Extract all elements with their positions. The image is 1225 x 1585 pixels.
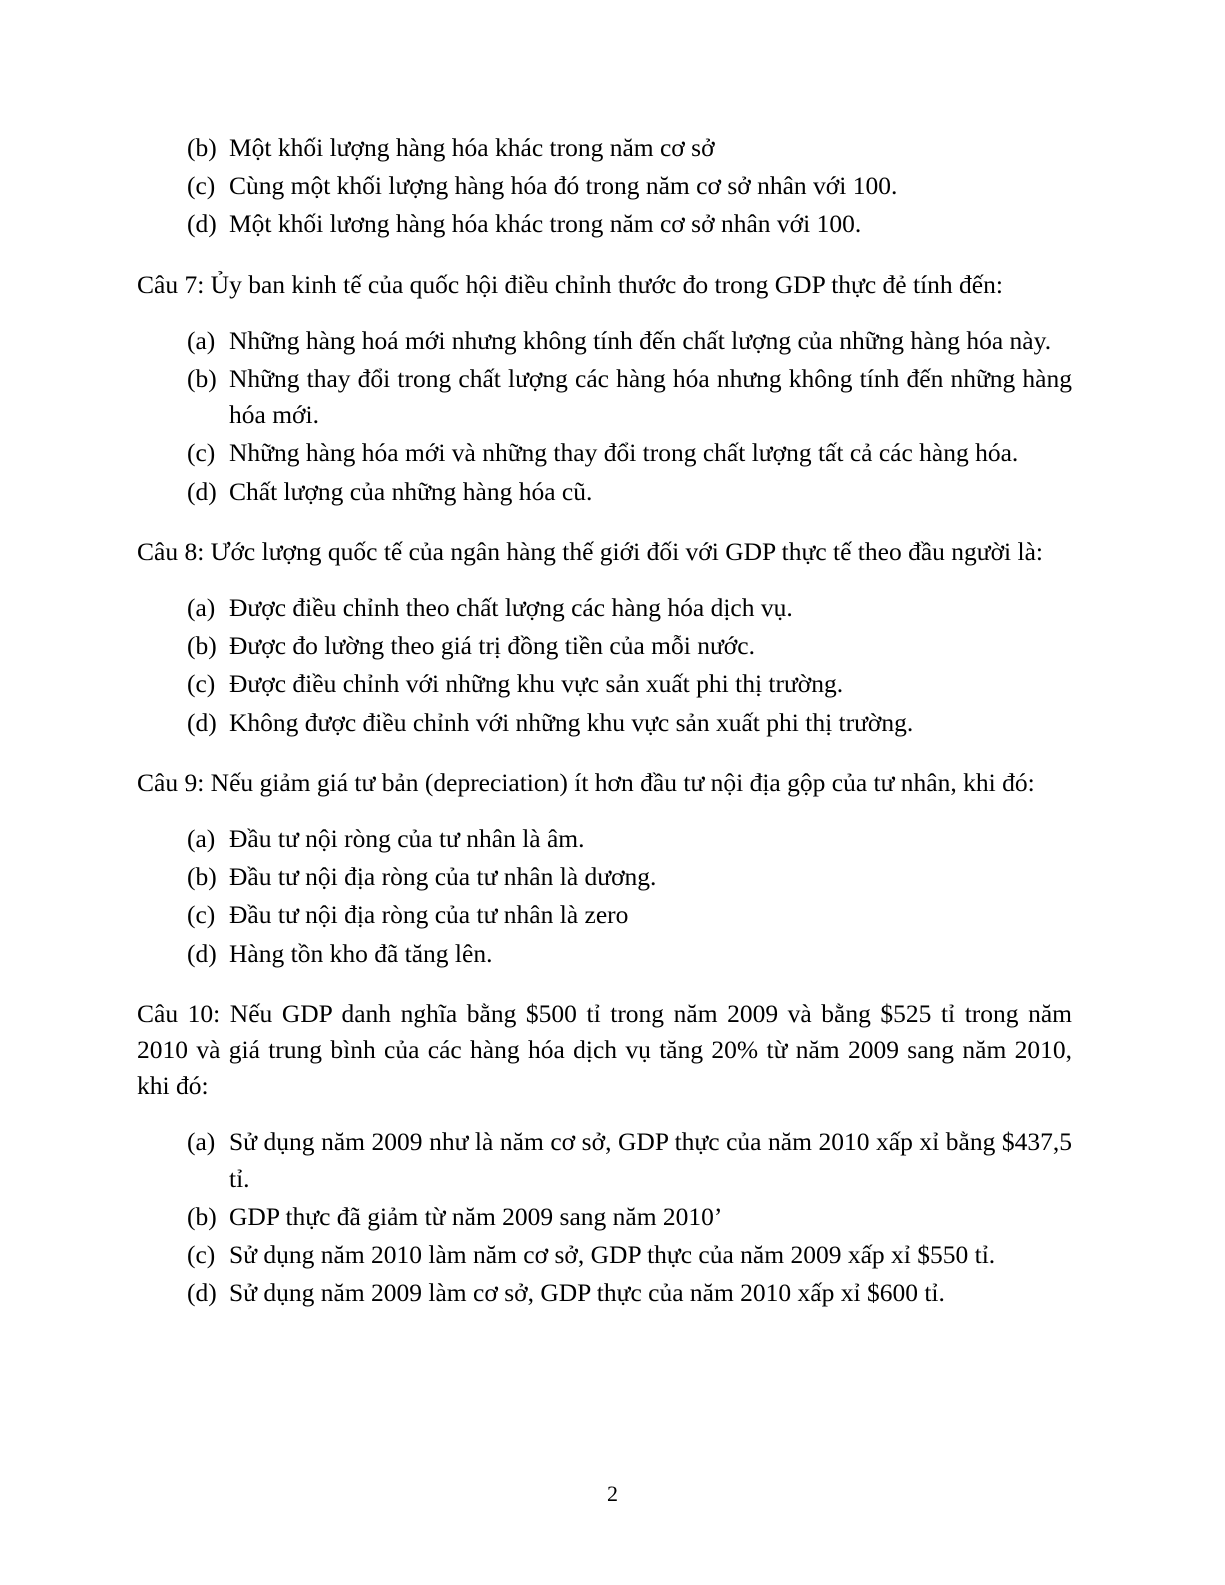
spacer	[137, 512, 1072, 534]
option-list-q6	[137, 130, 1072, 243]
list-item	[187, 206, 1072, 242]
spacer	[137, 743, 1072, 765]
list-item	[187, 1199, 1072, 1235]
option-text: Sử dụng năm 2009 như là năm cơ sở, GDP thực của năm 2010 xấp xỉ bằng $437,5 tỉ.	[229, 1127, 1072, 1193]
option-marker: (a)	[187, 824, 216, 854]
list-item	[187, 1124, 1072, 1196]
option-marker: (b)	[187, 1201, 217, 1231]
spacer	[137, 1110, 1072, 1124]
option-marker: (a)	[187, 593, 216, 623]
option-marker: (b)	[187, 133, 217, 162]
list-item	[187, 1275, 1072, 1311]
spacer	[137, 309, 1072, 323]
spacer	[137, 245, 1072, 267]
option-text: Đầu tư nội địa ròng của tư nhân là dương.	[229, 862, 657, 892]
option-text: Được điều chỉnh theo chất lượng các hàng hóa dịch vụ.	[229, 593, 793, 623]
list-item	[187, 130, 1072, 166]
spacer	[137, 807, 1072, 821]
option-text: Một khối lượng hàng hóa khác trong năm cơ sở	[229, 133, 715, 162]
question-stem-10: Câu 10: Nếu GDP danh nghĩa bằng $500 tỉ trong năm 2009 và bằng $525 tỉ trong năm 2010 và giá trung bình của các hàng hóa dịch vụ tăng 20% từ năm 2009 sang năm 2010, khi đó:	[137, 998, 1072, 1101]
list-item	[187, 435, 1072, 471]
option-list-q9	[137, 821, 1072, 972]
option-list-q8	[137, 590, 1072, 741]
option-list-q10	[137, 1124, 1072, 1311]
list-item	[187, 936, 1072, 972]
option-marker: (d)	[187, 938, 217, 968]
spacer	[137, 576, 1072, 590]
option-marker: (d)	[187, 209, 217, 239]
option-text: Được điều chỉnh với những khu vực sản xuất phi thị trường.	[229, 669, 844, 699]
list-item	[187, 590, 1072, 626]
question-stem-8: Câu 8: Ước lượng quốc tế của ngân hàng thế giới đối với GDP thực tế theo đầu người là:	[137, 536, 1044, 566]
option-text: Không được điều chỉnh với những khu vực sản xuất phi thị trường.	[229, 707, 914, 737]
option-text: Đầu tư nội ròng của tư nhân là âm.	[229, 824, 585, 854]
option-marker: (c)	[187, 171, 216, 201]
list-item	[187, 821, 1072, 857]
option-text: Sử dụng năm 2009 làm cơ sở, GDP thực của năm 2010 xấp xỉ $600 tỉ.	[229, 1278, 945, 1308]
option-marker: (a)	[187, 325, 216, 355]
option-text: Hàng tồn kho đã tăng lên.	[229, 938, 493, 968]
option-text: Sử dụng năm 2010 làm năm cơ sở, GDP thực của năm 2009 xấp xỉ $550 tỉ.	[229, 1240, 996, 1270]
option-marker: (b)	[187, 631, 217, 661]
option-marker: (d)	[187, 1278, 217, 1308]
option-text: Chất lượng của những hàng hóa cũ.	[229, 476, 593, 506]
list-item	[187, 474, 1072, 510]
option-marker: (a)	[187, 1127, 216, 1157]
option-text: Những hàng hóa mới và những thay đổi trong chất lượng tất cả các hàng hóa.	[229, 438, 1019, 468]
option-marker: (b)	[187, 364, 217, 394]
list-item	[187, 859, 1072, 895]
page-number: 2	[607, 1481, 618, 1506]
list-item	[187, 666, 1072, 702]
option-text: Đầu tư nội địa ròng của tư nhân là zero	[229, 900, 629, 930]
option-text: GDP thực đã giảm từ năm 2009 sang năm 2010’	[229, 1201, 723, 1231]
option-text: Một khối lương hàng hóa khác trong năm cơ sở nhân với 100.	[229, 209, 862, 239]
option-list-q7	[137, 323, 1072, 510]
list-item	[187, 361, 1072, 433]
question-stem-9: Câu 9: Nếu giảm giá tư bản (depreciation) ít hơn đầu tư nội địa gộp của tư nhân, khi đó:	[137, 767, 1035, 797]
list-item	[187, 323, 1072, 359]
list-item	[187, 1237, 1072, 1273]
option-marker: (c)	[187, 438, 216, 468]
option-text: Những hàng hoá mới nhưng không tính đến chất lượng của những hàng hóa này.	[229, 325, 1052, 355]
option-marker: (d)	[187, 476, 217, 506]
option-marker: (d)	[187, 707, 217, 737]
list-item	[187, 168, 1072, 204]
page-content	[137, 130, 1072, 1311]
question-stem-7: Câu 7: Ủy ban kinh tế của quốc hội điều chỉnh thước đo trong GDP thực đẻ tính đến:	[137, 269, 1003, 299]
list-item	[187, 897, 1072, 933]
option-marker: (c)	[187, 1240, 216, 1270]
list-item	[187, 628, 1072, 664]
option-marker: (b)	[187, 862, 217, 892]
option-text: Cùng một khối lượng hàng hóa đó trong năm cơ sở nhân với 100.	[229, 171, 898, 201]
option-text: Được đo lường theo giá trị đồng tiền của mỗi nước.	[229, 631, 755, 661]
option-marker: (c)	[187, 900, 216, 930]
list-item	[187, 705, 1072, 741]
spacer	[137, 974, 1072, 996]
option-text: Những thay đổi trong chất lượng các hàng hóa nhưng không tính đến những hàng hóa mới.	[229, 364, 1072, 430]
option-marker: (c)	[187, 669, 216, 699]
